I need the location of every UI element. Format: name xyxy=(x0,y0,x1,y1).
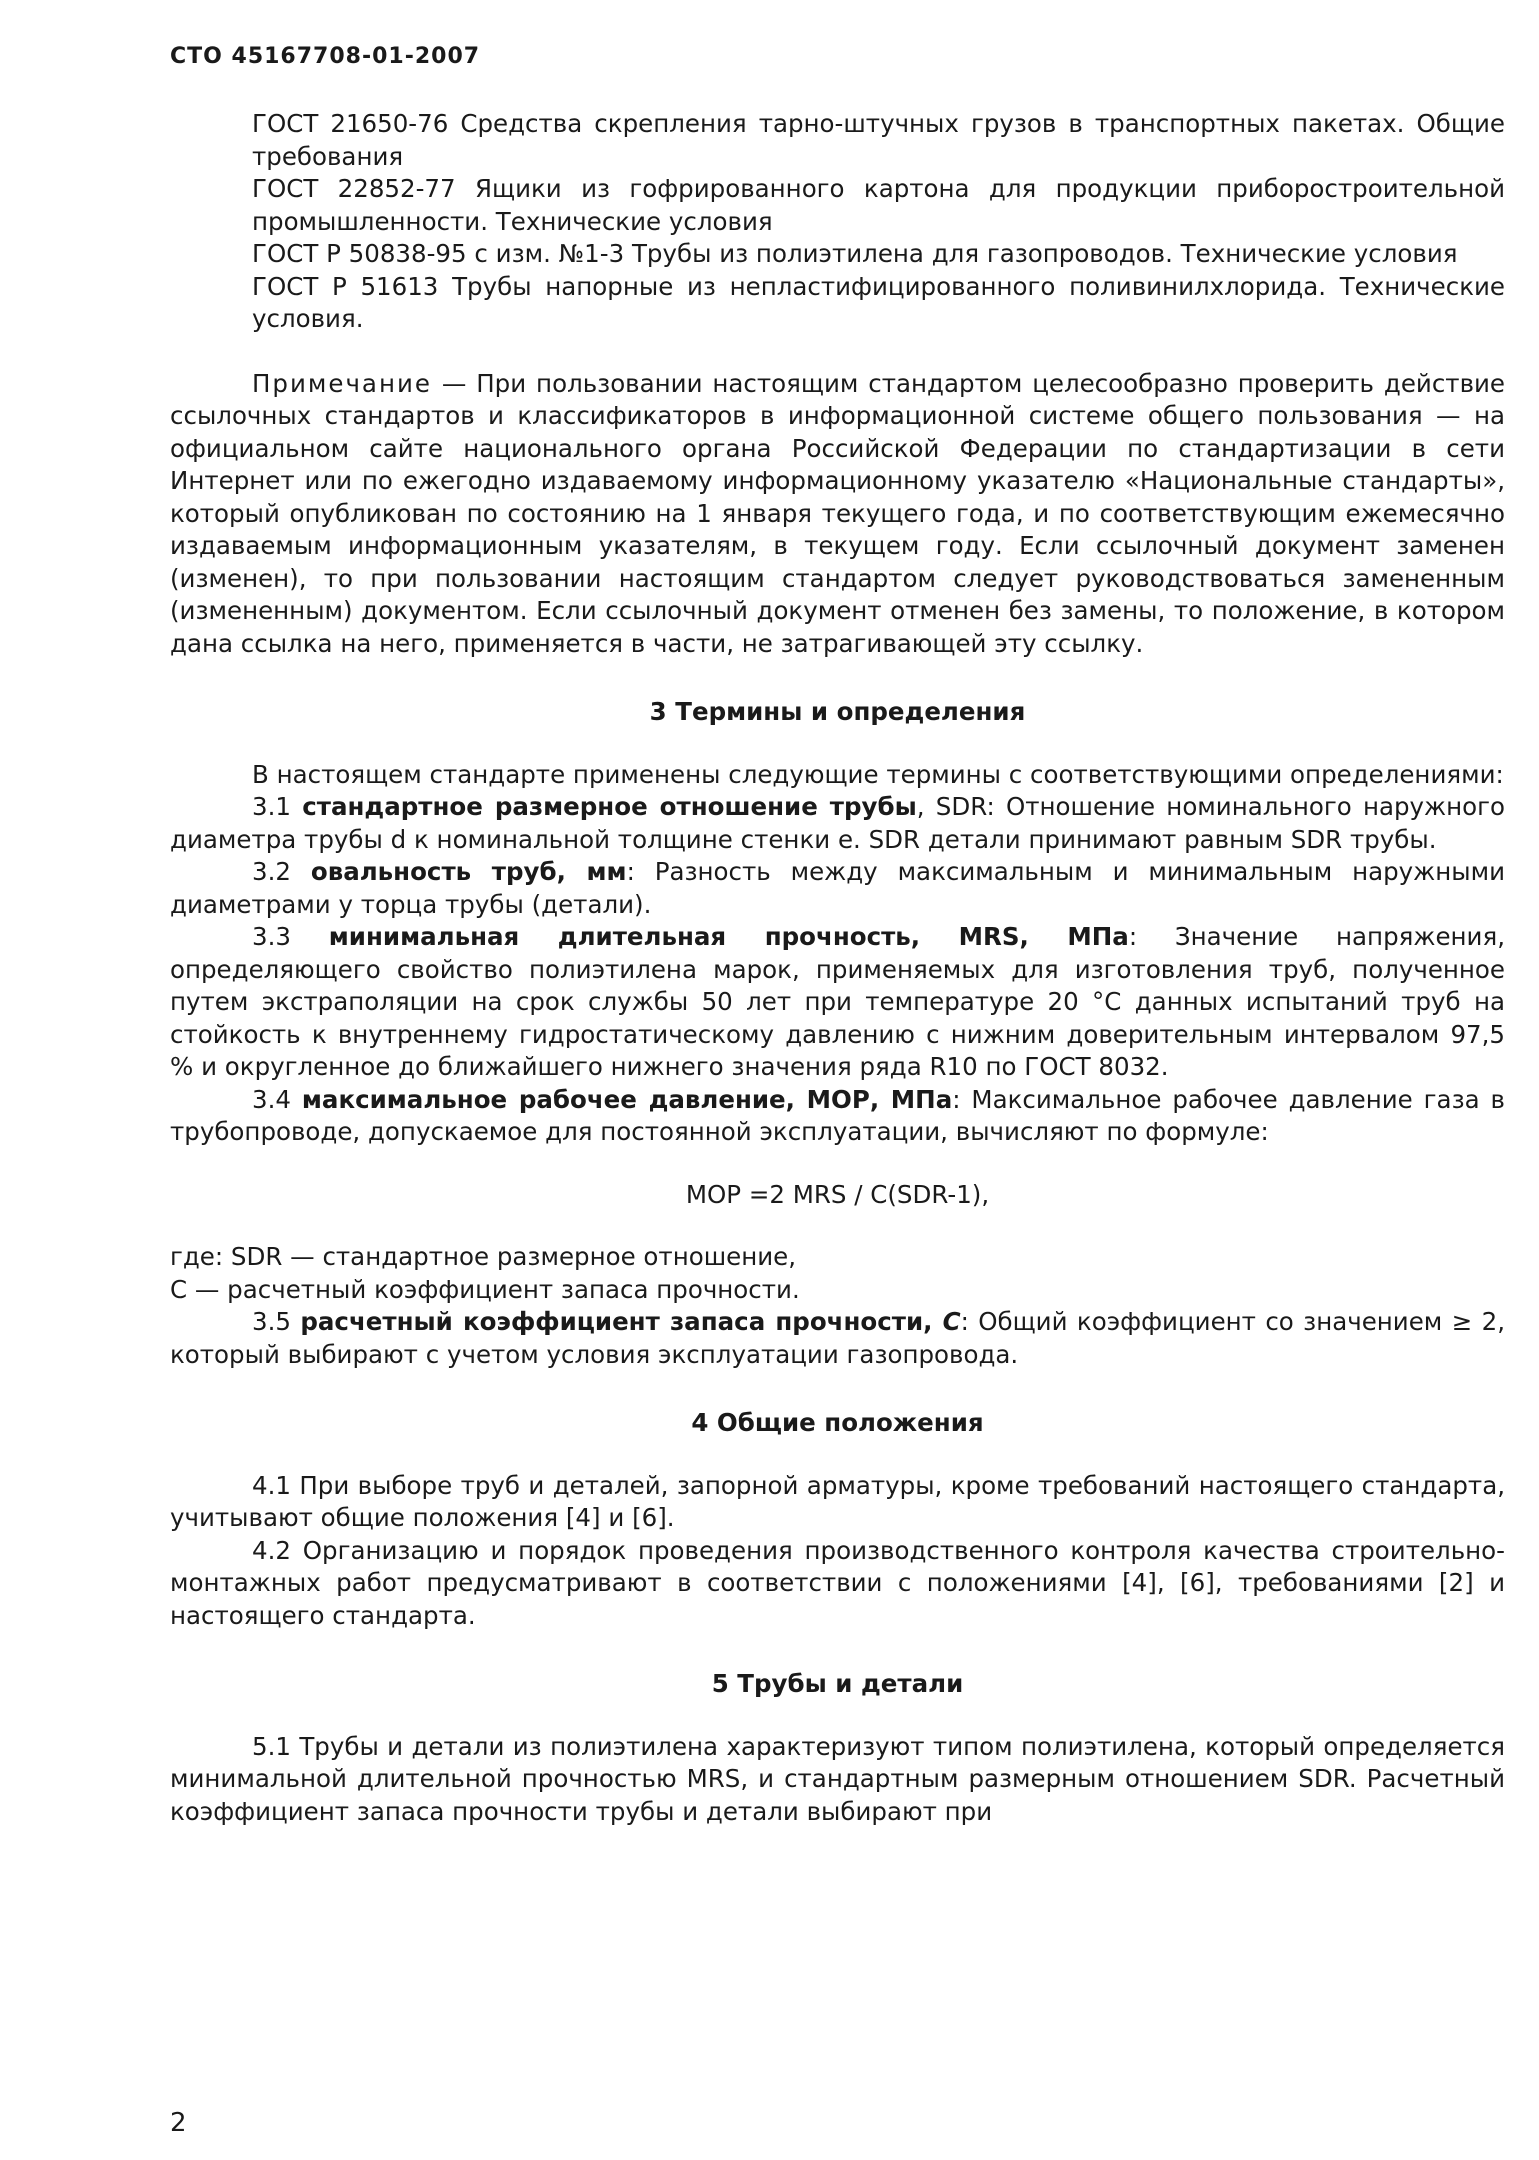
section-5-heading: 5 Трубы и детали xyxy=(711,1669,964,1698)
document-code-header: СТО 45167708-01-2007 xyxy=(170,44,481,69)
reference-item: ГОСТ Р 51613 Трубы напорные из непластифицированного поливинилхлорида. Технические условия. xyxy=(252,271,1505,333)
paragraph-4-1: 4.1 При выборе труб и деталей, запорной арматуры, кроме требований настоящего стандарта, учитывают общие положения [4] и [6]. xyxy=(170,1470,1505,1532)
reference-item: ГОСТ 22852-77 Ящики из гофрированного картона для продукции приборостроительной промышленности. Технические условия xyxy=(252,174,1505,236)
note-text: — При пользовании настоящим стандартом целесообразно проверить действие ссылочных стандартов и классификаторов в информационной системе общего пользования — на официальном сайте национального органа Российской Федерации по стандартизации в сети Интернет или по ежегодно издаваемому информационному указателю «Национальные стандарты», который опубликован по состоянию на 1 января текущего года, и по соответствующим ежемесячно издаваемым информационным указателям, в текущем году. Если ссылочный документ заменен (изменен), то при пользовании настоящим стандартом следует руководствоваться замененным (измененным) документом. Если ссылочный документ отменен без замены, то положение, в котором дана ссылка на него, применяется в части, не затрагивающей эту ссылку. xyxy=(170,368,1505,658)
term-definition: : Максимальное рабочее давление газа в трубопроводе, допускаемое для постоянной эксплуатации, вычисляют по формуле: xyxy=(170,1084,1505,1146)
formula-where-2: С — расчетный коэффициент запаса прочности. xyxy=(170,1274,800,1304)
mop-formula: МОР =2 MRS / C(SDR-1), xyxy=(685,1179,990,1209)
term-number: 3.5 xyxy=(252,1307,301,1336)
term-name: минимальная длительная прочность, MRS, МПа xyxy=(328,922,1129,951)
page-number: 2 xyxy=(170,2108,187,2138)
term-3-3 xyxy=(170,921,1505,1084)
term-definition: : Значение напряжения, определяющего свойство полиэтилена марок, применяемых для изготовления труб, полученное путем экстраполяции на срок службы 50 лет при температуре 20 °С данных испытаний труб на стойкость к внутреннему гидростатическому давлению с нижним доверительным интервалом 97,5 % и округленное до ближайшего нижнего значения ряда R10 по ГОСТ 8032. xyxy=(170,922,1505,1081)
reference-item: ГОСТ Р 50838-95 с изм. №1-3 Трубы из полиэтилена для газопроводов. Технические условия xyxy=(252,239,1458,268)
note-label: Примечание xyxy=(252,368,432,398)
term-3-1 xyxy=(170,791,1505,856)
paragraph-4-2: 4.2 Организацию и порядок проведения производственного контроля качества строительно-монтажных работ предусматривают в соответствии с положениями [4], [6], требованиями [2] и настоящего стандарта. xyxy=(170,1535,1505,1630)
term-3-4 xyxy=(170,1084,1505,1149)
term-number: 3.3 xyxy=(252,922,329,951)
reference-item: ГОСТ 21650-76 Средства скрепления тарно-штучных грузов в транспортных пакетах. Общие требования xyxy=(252,109,1505,171)
term-symbol: С xyxy=(942,1307,961,1336)
section-3-heading: 3 Термины и определения xyxy=(649,697,1026,726)
section-3-intro: В настоящем стандарте применены следующие термины с соответствующими определениями: xyxy=(252,759,1504,789)
term-name: овальность труб, мм xyxy=(310,857,627,886)
term-definition: , SDR: Отношение номинального наружного диаметра трубы d к номинальной толщине стенки e. SDR детали принимают равным SDR трубы. xyxy=(170,792,1505,854)
term-name: расчетный коэффициент запаса прочности, xyxy=(300,1307,943,1336)
document-body xyxy=(170,108,1505,1828)
term-name: максимальное рабочее давление, МОР, МПа xyxy=(301,1084,953,1114)
term-3-2 xyxy=(170,856,1505,921)
term-name: стандартное размерное отношение трубы xyxy=(302,792,917,821)
note-paragraph xyxy=(170,368,1505,661)
term-definition: : Разность между максимальным и минимальным наружными диаметрами у торца трубы (детали). xyxy=(170,857,1505,919)
formula-where-1: где: SDR — стандартное размерное отношение, xyxy=(170,1242,796,1271)
term-3-5 xyxy=(170,1306,1505,1371)
paragraph-5-1: 5.1 Трубы и детали из полиэтилена характеризуют типом полиэтилена, который определяется минимальной длительной прочностью MRS, и стандартным размерным отношением SDR. Расчетный коэффициент запаса прочности трубы и детали выбирают при xyxy=(170,1731,1505,1826)
section-4-heading: 4 Общие положения xyxy=(691,1408,984,1437)
term-number: 3.1 xyxy=(252,792,303,821)
term-definition: : Общий коэффициент со значением ≥ 2, который выбирают с учетом условия эксплуатации газопровода. xyxy=(170,1307,1505,1369)
term-number: 3.4 xyxy=(252,1084,302,1114)
term-number: 3.2 xyxy=(252,857,311,886)
